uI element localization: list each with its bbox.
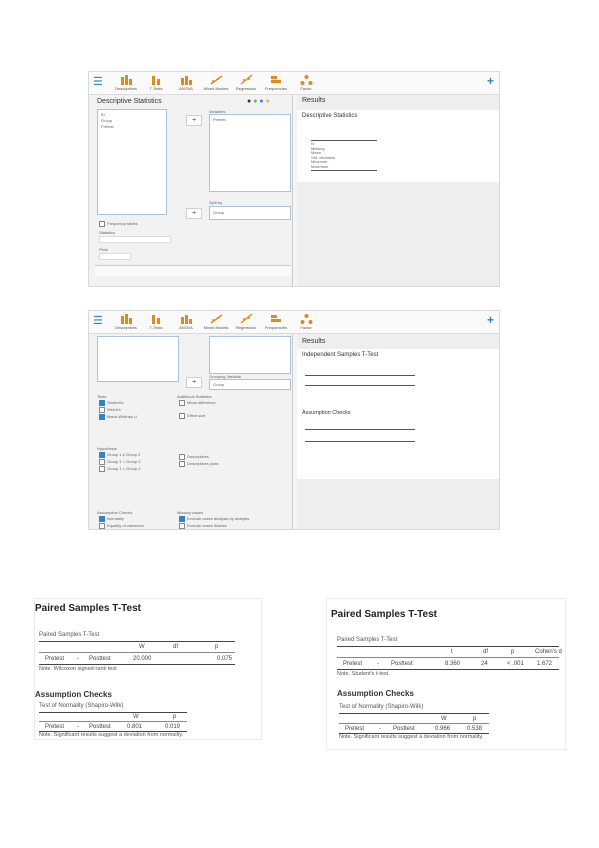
table-rule — [311, 140, 377, 141]
list-item[interactable]: Group — [213, 382, 225, 387]
row-sep: - — [77, 656, 79, 662]
cell-df: 24 — [481, 661, 488, 667]
descriptives-result-card — [297, 110, 499, 182]
radio[interactable] — [99, 466, 105, 472]
hyp-two-sided[interactable]: Group 1 ≠ Group 2 — [99, 452, 140, 458]
ribbon-label: Mixed Models — [203, 325, 229, 330]
ttest-result-card — [297, 349, 499, 479]
cell-w: 0.801 — [127, 724, 143, 730]
col-header: W — [139, 644, 145, 650]
row-var2: Posttest — [89, 656, 111, 662]
ribbon-ttests[interactable] — [143, 313, 169, 330]
scatter-icon — [210, 74, 223, 85]
add-module-icon[interactable]: + — [486, 313, 494, 327]
bar-chart-icon — [120, 74, 133, 85]
cell-p: < .001 — [507, 661, 524, 667]
assumption-label: Assumption Checks — [97, 510, 133, 515]
close-icon[interactable]: ● — [265, 98, 270, 105]
paired-ttest-student-panel — [326, 598, 566, 750]
table-rule — [337, 646, 559, 647]
move-to-split-button[interactable]: ➔ — [186, 208, 202, 219]
ribbon-factor[interactable] — [293, 74, 319, 91]
list-item[interactable]: Group — [213, 210, 225, 215]
cell-w: 20.000 — [133, 656, 152, 662]
table-rule — [305, 375, 415, 376]
ribbon-label: Regression — [235, 86, 257, 91]
col-header: p — [173, 714, 177, 720]
menu-icon[interactable]: ☰ — [93, 76, 103, 88]
frequencies-icon — [270, 74, 283, 85]
row-var2: Posttest — [391, 661, 413, 667]
ribbon-toolbar — [89, 311, 499, 334]
results-heading: Independent Samples T-Test — [302, 352, 379, 358]
row-sep: - — [379, 726, 381, 732]
checkbox[interactable] — [99, 221, 105, 227]
row-sep: - — [77, 724, 79, 730]
ribbon-label: ANOVA — [179, 325, 193, 330]
info-icon[interactable]: ● — [247, 98, 252, 105]
hypothesis-label: Hypothesis — [97, 446, 117, 451]
missing-label: Missing values — [177, 510, 204, 515]
ribbon-label: Factor — [300, 325, 312, 330]
table-subtitle: Paired Samples T-Test — [39, 632, 100, 638]
anova-icon — [180, 313, 193, 324]
split-by-target[interactable] — [209, 206, 291, 220]
ribbon-anova[interactable] — [173, 74, 199, 91]
ttest-icon — [150, 74, 163, 85]
col-header: t — [451, 649, 453, 655]
cell-p: 0.075 — [217, 656, 233, 662]
variable-source-list[interactable] — [97, 336, 179, 382]
ribbon-frequencies[interactable] — [263, 74, 289, 91]
col-header: df — [483, 649, 489, 655]
move-to-grouping-button[interactable]: ➔ — [186, 377, 202, 388]
col-header: p — [473, 716, 477, 722]
checkbox[interactable] — [179, 400, 185, 406]
ribbon-label: Factor — [300, 86, 312, 91]
assumption-subtitle: Test of Normality (Shapiro-Wilk) — [39, 703, 124, 709]
table-rule — [339, 723, 489, 724]
factor-icon — [300, 313, 313, 324]
section-statistics[interactable]: Statistics — [99, 230, 116, 235]
results-heading: Descriptive Statistics — [302, 113, 358, 119]
ribbon-anova[interactable] — [173, 313, 199, 330]
test-welch[interactable]: Welch's — [99, 407, 121, 413]
stat-effect-size[interactable]: Effect size — [179, 413, 205, 419]
list-item[interactable]: Pretest — [213, 117, 226, 122]
table-rule — [305, 441, 415, 442]
screenshot-independent-ttest — [88, 310, 500, 530]
ttest-icon — [150, 313, 163, 324]
ribbon-toolbar — [89, 72, 499, 95]
table-rule — [39, 712, 187, 713]
cell-t: 8.360 — [445, 661, 461, 667]
test-student[interactable]: Student's — [99, 400, 124, 406]
analysis-options-pane — [89, 95, 293, 286]
ribbon-label: ANOVA — [179, 86, 193, 91]
col-header: p — [215, 644, 219, 650]
ribbon-frequencies[interactable] — [263, 313, 289, 330]
cell-p: 0.019 — [165, 724, 181, 730]
table-rule — [39, 721, 187, 722]
table-rule — [39, 641, 235, 642]
bar-chart-icon — [120, 313, 133, 324]
missing-analysis[interactable]: Exclude cases analysis by analysis — [179, 516, 249, 522]
stat-mean-difference[interactable]: Mean difference — [179, 400, 216, 406]
ribbon-label: Frequencies — [264, 86, 287, 91]
add-module-icon[interactable]: + — [486, 74, 494, 88]
collapsed-section[interactable] — [95, 265, 291, 276]
assumption-heading: Assumption Checks — [302, 410, 351, 416]
checkbox[interactable] — [99, 407, 105, 413]
table-rule — [337, 657, 559, 658]
plots-field[interactable] — [99, 253, 131, 260]
section-plots[interactable]: Plots — [99, 247, 108, 252]
duplicate-icon[interactable]: ● — [253, 98, 258, 105]
ribbon-ttests[interactable] — [143, 74, 169, 91]
menu-icon[interactable]: ☰ — [93, 315, 103, 327]
paired-ttest-wilcoxon-panel — [34, 598, 262, 740]
tests-label: Tests — [97, 394, 107, 399]
list-item[interactable]: ID — [101, 112, 105, 117]
results-title: Results — [302, 97, 326, 104]
move-to-variables-button[interactable]: ➔ — [186, 115, 202, 126]
hyp-greater[interactable]: Group 1 > Group 2 — [99, 459, 140, 465]
list-item[interactable]: Group — [101, 118, 113, 123]
stats-field[interactable] — [99, 236, 171, 243]
variables-label: Variables — [209, 109, 226, 114]
assumption-heading: Assumption Checks — [337, 689, 414, 698]
cell-cohens-d: 1.672 — [537, 661, 553, 667]
ribbon-descriptives[interactable] — [113, 313, 139, 330]
hyp-less[interactable]: Group 1 < Group 2 — [99, 466, 140, 472]
add-stats-label: Additional Statistics — [177, 394, 212, 399]
anova-icon — [180, 74, 193, 85]
table-rule — [305, 385, 415, 386]
row-var1: Pretest — [45, 656, 65, 662]
ribbon-regression[interactable] — [233, 313, 259, 330]
ribbon-label: Descriptives — [115, 325, 137, 330]
results-pane — [297, 95, 499, 286]
assumption-note: Note. Significant results suggest a deviation from normality. — [39, 732, 184, 738]
assumption-heading: Assumption Checks — [35, 690, 112, 699]
grouping-label: Grouping Variable — [209, 374, 241, 379]
help-icon[interactable]: ● — [259, 98, 264, 105]
checkbox[interactable] — [179, 413, 185, 419]
regression-icon — [240, 313, 253, 324]
checkbox[interactable] — [179, 454, 185, 460]
grouping-target[interactable] — [209, 379, 291, 390]
table-rule — [339, 713, 489, 714]
checkbox[interactable] — [99, 516, 105, 522]
stat-descriptives-plots[interactable]: Descriptives plots — [179, 461, 218, 467]
ribbon-label: T-Tests — [149, 325, 163, 330]
results-pane — [297, 334, 499, 529]
assumption-subtitle: Test of Normality (Shapiro-Wilk) — [339, 704, 424, 710]
col-header: df — [173, 644, 179, 650]
option-frequency-tables[interactable]: Frequency tables — [99, 221, 138, 227]
ribbon-mixed-models[interactable] — [203, 74, 229, 91]
panel-title: Paired Samples T-Test — [331, 609, 437, 620]
checkbox[interactable] — [99, 523, 105, 529]
row-var2: Posttest — [89, 724, 111, 730]
row-var1: Pretest — [343, 661, 363, 667]
ribbon-label: T-Tests — [149, 86, 163, 91]
col-header: p — [511, 649, 515, 655]
assumption-note: Note. Significant results suggest a deviation from normality. — [339, 734, 484, 740]
col-header: W — [133, 714, 139, 720]
checkbox[interactable] — [99, 400, 105, 406]
checkbox[interactable] — [179, 461, 185, 467]
table-rule — [39, 652, 235, 653]
ribbon-factor[interactable] — [293, 313, 319, 330]
missing-listwise[interactable]: Exclude cases listwise — [179, 523, 227, 529]
col-header: Cohen's d — [535, 649, 562, 655]
table-rule — [305, 429, 415, 430]
descriptives-row-labels: N Missing Mean Std. deviation Minimum Maximum — [311, 141, 336, 169]
analysis-title: Descriptive Statistics — [97, 98, 162, 105]
radio[interactable] — [179, 523, 185, 529]
variables-target-list[interactable] — [209, 114, 291, 192]
assump-equality[interactable]: Equality of variances — [99, 523, 144, 529]
dependent-variables-list[interactable] — [209, 336, 291, 374]
ribbon-label: Mixed Models — [203, 86, 229, 91]
factor-icon — [300, 74, 313, 85]
assump-normality[interactable]: Normality — [99, 516, 124, 522]
radio[interactable] — [99, 452, 105, 458]
table-rule — [311, 170, 377, 171]
table-rule — [337, 669, 559, 670]
table-rule — [39, 664, 235, 665]
ribbon-regression[interactable] — [233, 74, 259, 91]
scatter-icon — [210, 313, 223, 324]
ribbon-label: Descriptives — [115, 86, 137, 91]
frequencies-icon — [270, 313, 283, 324]
variable-source-list[interactable] — [97, 109, 167, 215]
radio[interactable] — [99, 459, 105, 465]
ribbon-descriptives[interactable] — [113, 74, 139, 91]
ribbon-label: Regression — [235, 325, 257, 330]
row-var2: Posttest — [393, 726, 415, 732]
ribbon-label: Frequencies — [264, 325, 287, 330]
row-sep: - — [377, 661, 379, 667]
checkbox[interactable] — [99, 414, 105, 420]
table-subtitle: Paired Samples T-Test — [337, 637, 398, 643]
ribbon-mixed-models[interactable] — [203, 313, 229, 330]
regression-icon — [240, 74, 253, 85]
screenshot-descriptives — [88, 71, 500, 287]
cell-p: 0.538 — [467, 726, 483, 732]
col-header: W — [441, 716, 447, 722]
panel-title: Paired Samples T-Test — [35, 603, 141, 614]
panel-controls — [247, 98, 270, 105]
list-item[interactable]: Pretest — [101, 124, 114, 129]
table-note: Note. Wilcoxon signed-rank test — [39, 666, 117, 672]
cell-w: 0.966 — [435, 726, 451, 732]
split-by-label: Split by — [209, 200, 223, 205]
radio[interactable] — [179, 516, 185, 522]
row-var1: Pretest — [345, 726, 365, 732]
analysis-options-pane — [89, 334, 293, 529]
test-mann-whitney[interactable]: Mann-Whitney U — [99, 414, 137, 420]
row-var1: Pretest — [45, 724, 65, 730]
table-note: Note. Student's t-test. — [337, 671, 390, 677]
stat-descriptives[interactable]: Descriptives — [179, 454, 209, 460]
results-title: Results — [302, 338, 326, 345]
